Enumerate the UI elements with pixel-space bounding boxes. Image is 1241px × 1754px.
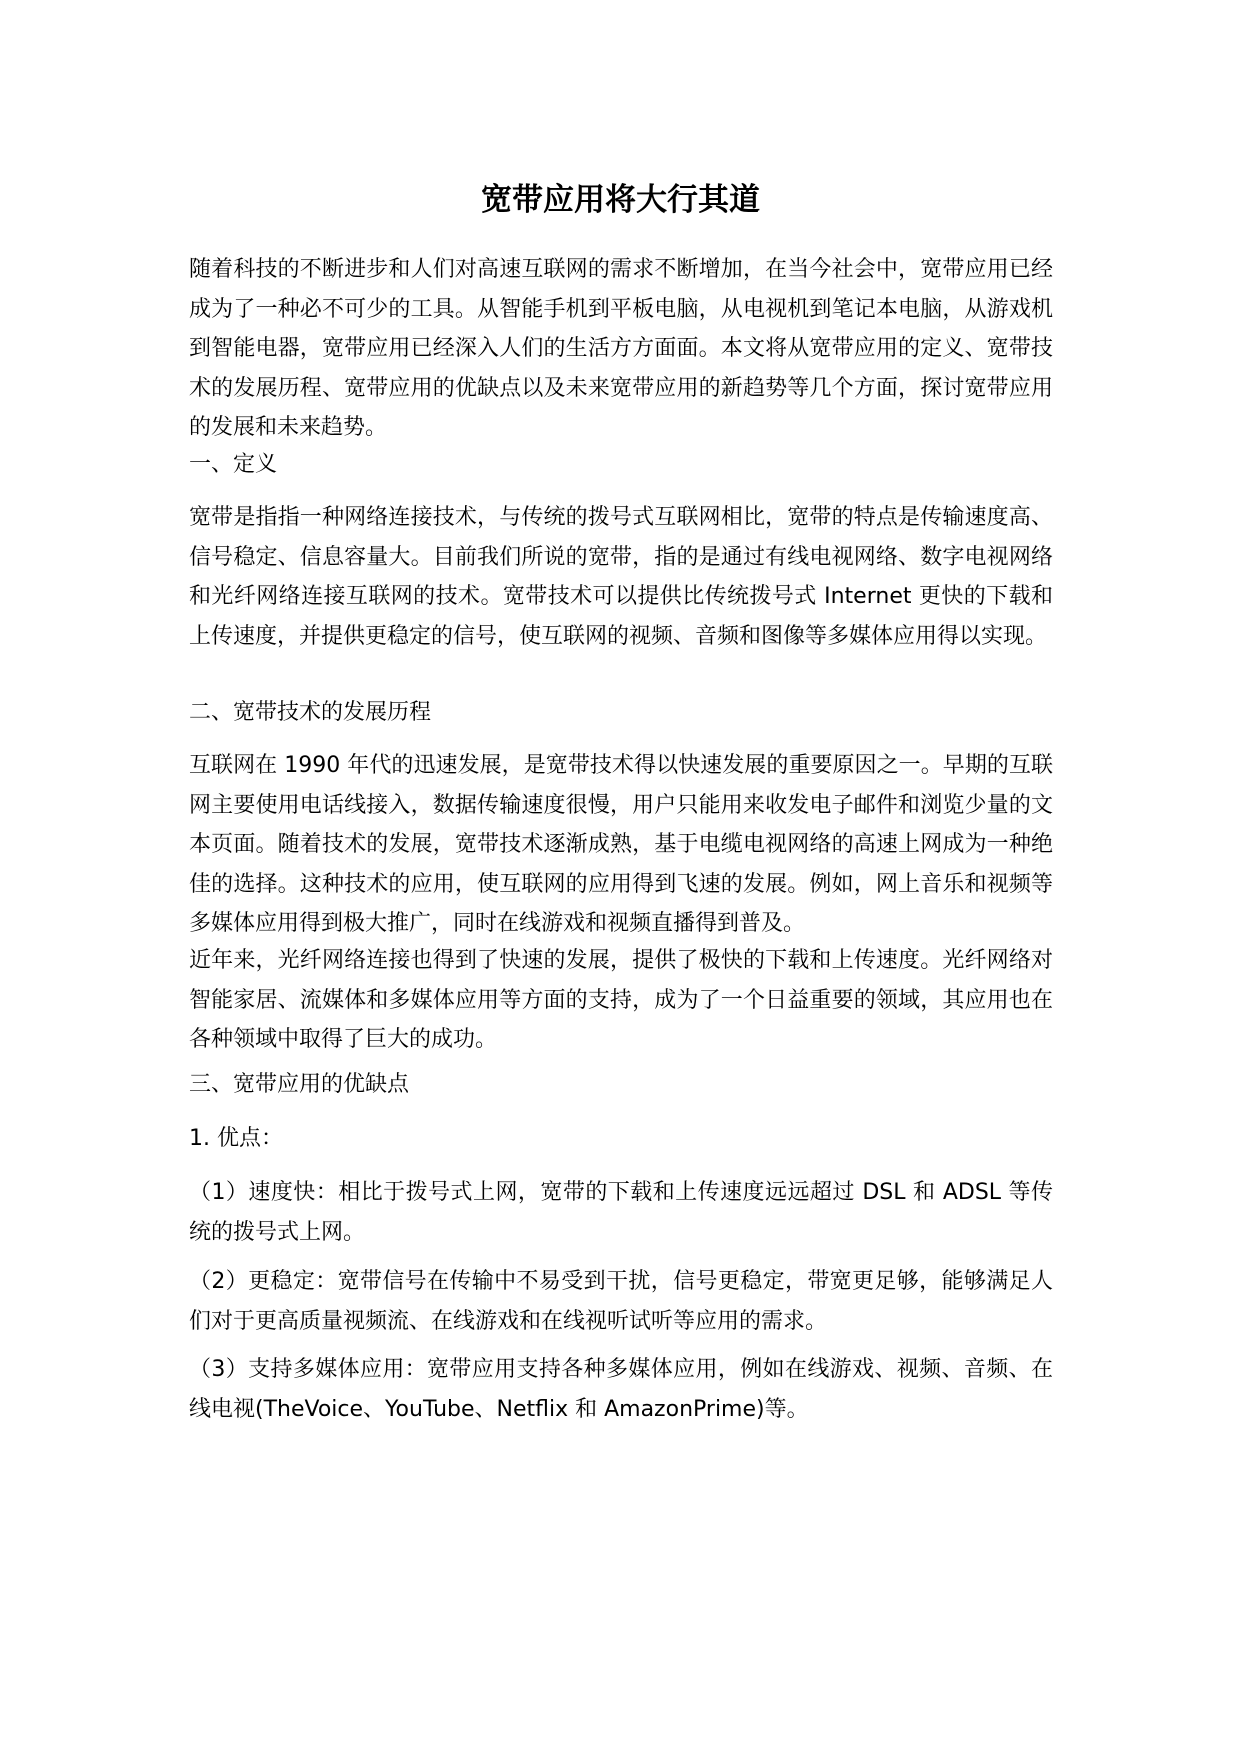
list-item-stability: （2）更稳定：宽带信号在传输中不易受到干扰，信号更稳定，带宽更足够，能够满足人们对于更高质量视频流、在线游戏和在线视听试听等应用的需求。 bbox=[189, 1269, 1053, 1334]
subheading-advantages: 1. 优点： bbox=[189, 1126, 283, 1151]
document-title: 宽带应用将大行其道 bbox=[481, 182, 760, 218]
list-item-multimedia: （3）支持多媒体应用：宽带应用支持各种多媒体应用，例如在线游戏、视频、音频、在线电视(TheVoice、YouTube、Netflix 和 AmazonPrime)等。 bbox=[189, 1357, 1053, 1422]
paragraph-definition: 宽带是指指一种网络连接技术，与传统的拨号式互联网相比，宽带的特点是传输速度高、信号稳定、信息容量大。目前我们所说的宽带，指的是通过有线电视网络、数字电视网络和光纤网络连接互联网的技术。宽带技术可以提供比传统拨号式 Internet 更快的下载和上传速度，并提供更稳定的信号，使互联网的视频、音频和图像等多媒体应用得以实现。 bbox=[189, 505, 1053, 649]
paragraph-history-1: 互联网在 1990 年代的迅速发展，是宽带技术得以快速发展的重要原因之一。早期的互联网主要使用电话线接入，数据传输速度很慢，用户只能用来收发电子邮件和浏览少量的文本页面。随着技术的发展，宽带技术逐渐成熟，基于电缆电视网络的高速上网成为一种绝佳的选择。这种技术的应用，使互联网的应用得到飞速的发展。例如，网上音乐和视频等多媒体应用得到极大推广，同时在线游戏和视频直播得到普及。 bbox=[189, 753, 1053, 936]
paragraph-history-2: 近年来，光纤网络连接也得到了快速的发展，提供了极快的下载和上传速度。光纤网络对智能家居、流媒体和多媒体应用等方面的支持，成为了一个日益重要的领域，其应用也在各种领域中取得了巨大的成功。 bbox=[189, 948, 1053, 1052]
section-heading-history: 二、宽带技术的发展历程 bbox=[189, 700, 432, 725]
list-item-speed: （1）速度快：相比于拨号式上网，宽带的下载和上传速度远远超过 DSL 和 ADSL 等传统的拨号式上网。 bbox=[189, 1180, 1053, 1245]
section-heading-definition: 一、定义 bbox=[189, 452, 278, 477]
paragraph-intro: 随着科技的不断进步和人们对高速互联网的需求不断增加，在当今社会中，宽带应用已经成为了一种必不可少的工具。从智能手机到平板电脑，从电视机到笔记本电脑，从游戏机到智能电器，宽带应用已经深入人们的生活方方面面。本文将从宽带应用的定义、宽带技术的发展历程、宽带应用的优缺点以及未来宽带应用的新趋势等几个方面，探讨宽带应用的发展和未来趋势。 bbox=[189, 257, 1053, 440]
section-heading-pros-cons: 三、宽带应用的优缺点 bbox=[189, 1072, 410, 1097]
